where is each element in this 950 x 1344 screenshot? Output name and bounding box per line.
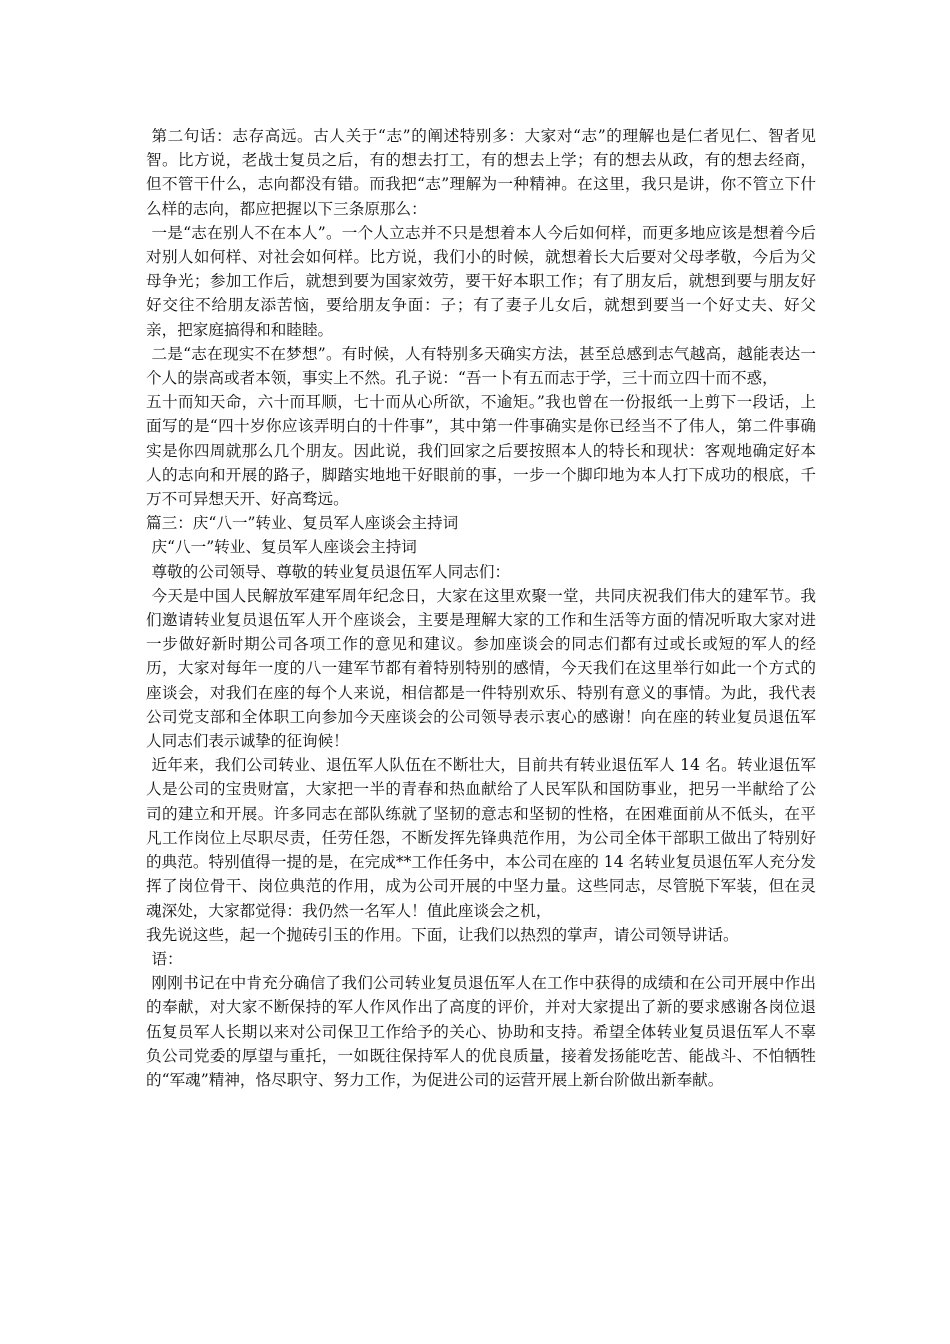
paragraph-confucius-continued: 五十而知天命，六十而耳顺，七十而从心所欲，不逾矩。”我也曾在一份报纸一上剪下一段话，上面写的是“四十岁你应该弄明白的十件事”，其中第一件事确实是你已经当不了伟人，第二件事确实是你四周就那么几个朋友。因此说，我们回家之后要按照本人的特长和现状：客观地确定好本人的志向和开展的路子，脚踏实地地干好眼前的事，一步一个脚印地为本人打下成功的根底，千万不可异想天开、好高骛远。 <box>146 393 816 509</box>
document-title: 庆“八一”转业、复员军人座谈会主持词 <box>151 538 417 557</box>
paragraph-label: 语： <box>151 949 183 968</box>
paragraph-second-saying: 第二句话：志存高远。古人关于“志”的阐述特别多：大家对“志”的理解也是仁者见仁、智者见智。比方说，老战士复员之后，有的想去打工，有的想去上学；有的想去从政，有的想去经商，但不管干什么，志向都没有错。而我把“志”理解为一种精神。在这里，我只是讲，你不管立下什么样的志向，都应把握以下三条原那么： <box>146 127 816 218</box>
paragraph-point-two: 二是“志在现实不在梦想”。有时候，人有特别多天确实方法，甚至总感到志气越高，越能表达一个人的崇高或者本领，事实上不然。孔子说：“吾一卜有五而志于学，三十而立四十而不惑， <box>146 344 816 388</box>
document-body <box>146 124 816 1092</box>
section-heading: 篇三：庆“八一”转业、复员军人座谈会主持词 <box>146 514 459 533</box>
salutation: 尊敬的公司领导、尊敬的转业复员退伍军人同志们： <box>151 562 511 581</box>
paragraph-opening: 今天是中国人民解放军建军周年纪念日，大家在这里欢聚一堂，共同庆祝我们伟大的建军节。我们邀请转业复员退伍军人开个座谈会，主要是理解大家的工作和生活等方面的情况听取大家对进一步做好新时期公司各项工作的意见和建议。参加座谈会的同志们都有过或长或短的军人的经历，大家对每年一度的八一建军节都有着特别特别的感情，今天我们在这里举行如此一个方式的座谈会，对我们在座的每个人来说，相信都是一件特别欢乐、特别有意义的事情。为此，我代表公司党支部和全体职工向参加今天座谈会的公司领导表示衷心的感谢！向在座的转业复员退伍军人同志们表示诚挚的征询候！ <box>146 586 816 751</box>
paragraph-point-one: 一是“志在别人不在本人”。一个人立志并不只是想着本人今后如何样，而更多地应该是想着今后对别人如何样、对社会如何样。比方说，我们小的时候，就想着长大后要对父母孝敬，今后为父母争光；参加工作后，就想到要为国家效劳，要干好本职工作；有了朋友后，就想到要与朋友好好交往不给朋友添苦恼，要给朋友争面：子；有了妻子儿女后，就想到要当一个好丈夫、好父亲，把家庭搞得和和睦睦。 <box>146 223 816 339</box>
paragraph-closing: 刚刚书记在中肯充分确信了我们公司转业复员退伍军人在工作中获得的成绩和在公司开展中作出的奉献，对大家不断保持的军人作风作出了高度的评价，并对大家提出了新的要求感谢各岗位退伍复员军人长期以来对公司保卫工作给予的关心、协助和支持。希望全体转业复员退伍军人不辜负公司党委的厚望与重托，一如既往保持军人的优良质量，接着发扬能吃苦、能战斗、不怕牺牲的“军魂”精神，恪尽职守、努力工作，为促进公司的运营开展上新台阶做出新奉献。 <box>146 974 816 1089</box>
paragraph-handover: 我先说这些，起一个抛砖引玉的作用。下面，让我们以热烈的掌声，请公司领导讲话。 <box>146 925 739 944</box>
paragraph-recent-years: 近年来，我们公司转业、退伍军人队伍在不断壮大，目前共有转业退伍军人 14 名。转业退伍军人是公司的宝贵财富，大家把一半的青春和热血献给了人民军队和国防事业，把另一半献给了公司的建立和开展。许多同志在部队练就了坚韧的意志和坚韧的性格，在困难面前从不低头，在平凡工作岗位上尽职尽责，任劳任怨，不断发挥先锋典范作用，为公司全体干部职工做出了特别好的典范。特别值得一提的是，在完成**工作任务中，本公司在座的 14 名转业复员退伍军人充分发挥了岗位骨干、岗位典范的作用，成为公司开展的中坚力量。这些同志，尽管脱下军装，但在灵魂深处，大家都觉得：我仍然一名军人！值此座谈会之机， <box>146 756 816 920</box>
